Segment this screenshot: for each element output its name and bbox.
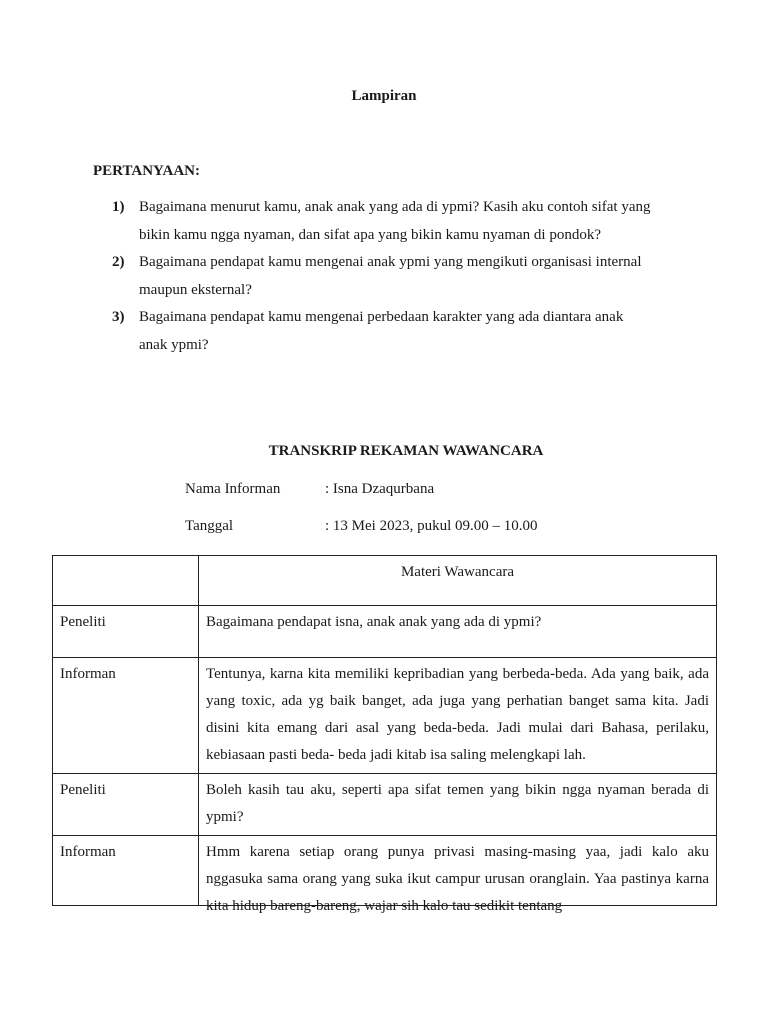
table-header-row (53, 556, 717, 606)
date-label: Tanggal (185, 518, 234, 534)
question-number: 2) (112, 254, 125, 270)
questions-heading: PERTANYAAN: (93, 163, 200, 179)
speaker-cell: Informan (53, 836, 199, 906)
date-line (185, 518, 538, 535)
transcript-title: TRANSKRIP REKAMAN WAWANCARA (268, 443, 544, 459)
question-number: 1) (112, 199, 125, 215)
question-text: Bagaimana pendapat kamu mengenai anak ypmi yang mengikuti organisasi internal maupun eksternal? (139, 254, 642, 298)
interview-table (52, 555, 717, 914)
dialogue-text: Hmm karena setiap orang punya privasi masing-masing yaa, jadi kalo aku nggasuka sama orang yang suka ikut campur urusan oranglain. Yaa pastinya karna kita hidup bareng-bareng, wajar sih kalo tau sedikit tentang (206, 844, 709, 914)
dialogue-cell: Boleh kasih tau aku, seperti apa sifat temen yang bikin ngga nyaman berada di ypmi? (199, 774, 717, 836)
page-title: Lampiran (351, 88, 417, 104)
list-item (112, 304, 652, 359)
speaker-cell: Peneliti (53, 774, 199, 836)
informant-value: : Isna Dzaqurbana (325, 481, 435, 497)
informant-line (185, 481, 434, 498)
dialogue-cell: Bagaimana pendapat isna, anak anak yang ada di ypmi? (199, 606, 717, 658)
informant-label: Nama Informan (185, 481, 281, 497)
question-number: 3) (112, 309, 125, 325)
speaker-cell: Peneliti (53, 606, 199, 658)
table-row (53, 658, 717, 774)
dialogue-cell (199, 836, 717, 914)
date-value: : 13 Mei 2023, pukul 09.00 – 10.00 (325, 518, 538, 534)
speaker-cell: Informan (53, 658, 199, 774)
table-row (53, 774, 717, 836)
table-row (53, 606, 717, 658)
dialogue-cell: Tentunya, karna kita memiliki kepribadian yang berbeda-beda. Ada yang baik, ada yang toxic, ada yg baik banget, ada juga yang perhatian banget sama kita. Jadi disini kita emang dari asal yang beda-beda. Jadi mulai dari Bahasa, perilaku, kebiasaan pasti beda- beda jadi kitab isa saling melengkapi lah. (199, 658, 717, 774)
list-item (112, 194, 652, 249)
table-header-materi: Materi Wawancara (199, 556, 717, 606)
table-row (53, 836, 717, 906)
question-text: Bagaimana menurut kamu, anak anak yang ada di ypmi? Kasih aku contoh sifat yang bikin kamu ngga nyaman, dan sifat apa yang bikin kamu nyaman di pondok? (139, 199, 651, 243)
table-cell (53, 556, 199, 606)
list-item (112, 249, 652, 304)
questions-list (112, 194, 652, 359)
question-text: Bagaimana pendapat kamu mengenai perbedaan karakter yang ada diantara anak anak ypmi? (139, 309, 624, 353)
